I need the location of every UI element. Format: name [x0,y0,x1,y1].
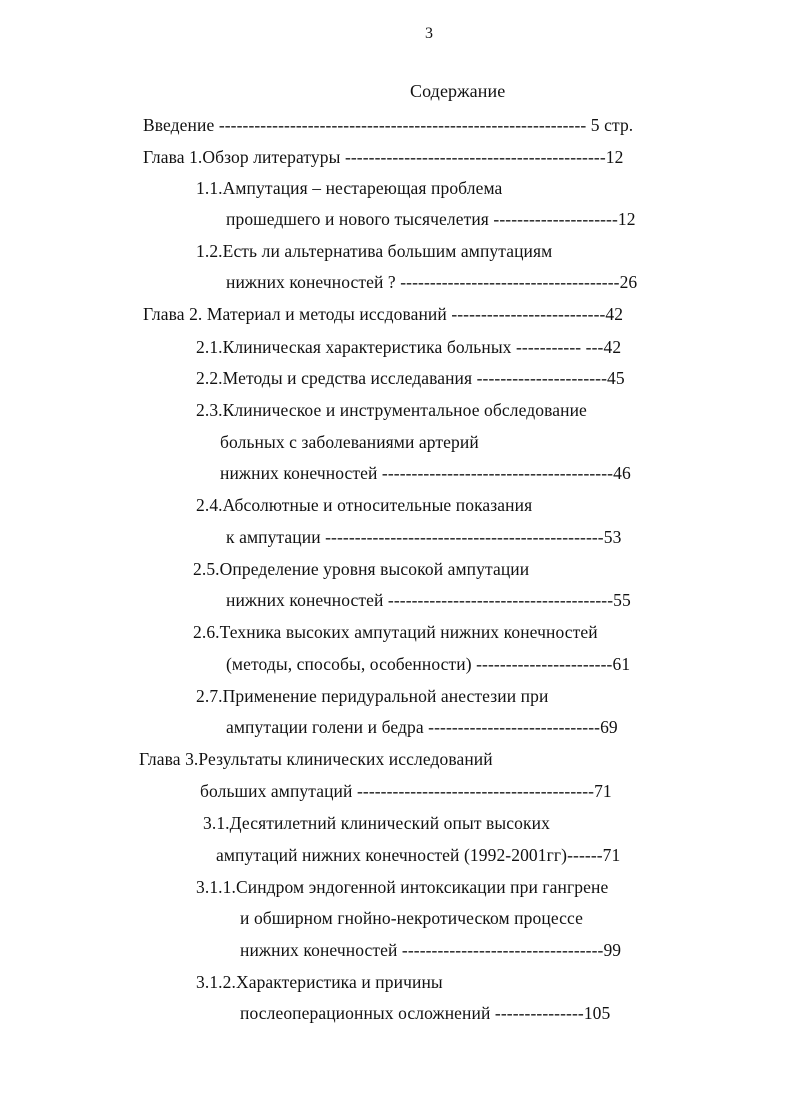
page-number: 3 [425,25,434,42]
toc-entry-2-1: 2.1.Клиническая характеристика больных ----------- ---42 [196,337,622,357]
toc-entry-2-5-cont: нижних конечностей --------------------------------------55 [226,590,631,610]
toc-title: Содержание [410,81,506,101]
toc-entry-chapter-2: Глава 2. Материал и методы иссдований --------------------------42 [143,304,624,324]
toc-entry-2-4-cont: к ампутации -----------------------------------------------53 [226,527,622,547]
toc-entry-intro: Введение -------------------------------------------------------------- 5 стр. [143,115,634,135]
toc-entry-2-2: 2.2.Методы и средства исследавания ----------------------45 [196,368,625,388]
toc-entry-1-1-cont: прошедшего и нового тысячелетия ---------------------12 [226,209,636,229]
toc-entry-3-1-2: 3.1.2.Характеристика и причины [196,972,443,992]
toc-entry-3-1-2-cont: послеоперационных осложнений ---------------105 [240,1003,611,1023]
toc-entry-2-7-cont: ампутации голени и бедра -----------------------------69 [226,717,618,737]
toc-entry-3-1-cont: ампутаций нижних конечностей (1992-2001гг)------71 [216,845,621,865]
toc-entry-2-3: 2.3.Клиническое и инструментальное обследование [196,400,587,420]
toc-entry-1-2: 1.2.Есть ли альтернатива большим ампутациям [196,241,553,261]
toc-entry-2-3-cont-2: нижних конечностей ---------------------------------------46 [220,463,631,483]
toc-entry-2-7: 2.7.Применение перидуральной анестезии при [196,686,549,706]
toc-entry-1-2-cont: нижних конечностей ? -------------------------------------26 [226,272,638,292]
toc-entry-2-3-cont-1: больных с заболеваниями артерий [220,432,479,452]
toc-entry-3-1-1-cont-1: и обширном гнойно-некротическом процессе [240,908,583,928]
toc-entry-2-6-cont: (методы, способы, особенности) -----------------------61 [226,654,631,674]
toc-entry-3-1-1-cont-2: нижних конечностей ----------------------------------99 [240,940,622,960]
toc-entry-2-6: 2.6.Техника высоких ампутаций нижних конечностей [193,622,598,642]
toc-entry-1-1: 1.1.Ампутация – нестареющая проблема [196,178,503,198]
toc-entry-2-5: 2.5.Определение уровня высокой ампутации [193,559,530,579]
toc-entry-3-1: 3.1.Десятилетний клинический опыт высоких [203,813,550,833]
toc-entry-2-4: 2.4.Абсолютные и относительные показания [196,495,533,515]
toc-entry-3-1-1: 3.1.1.Синдром эндогенной интоксикации при гангрене [196,877,609,897]
toc-entry-chapter-1: Глава 1.Обзор литературы --------------------------------------------12 [143,147,624,167]
toc-entry-chapter-3: Глава 3.Результаты клинических исследований [139,749,493,769]
toc-entry-chapter-3-cont: больших ампутаций ----------------------------------------71 [200,781,612,801]
